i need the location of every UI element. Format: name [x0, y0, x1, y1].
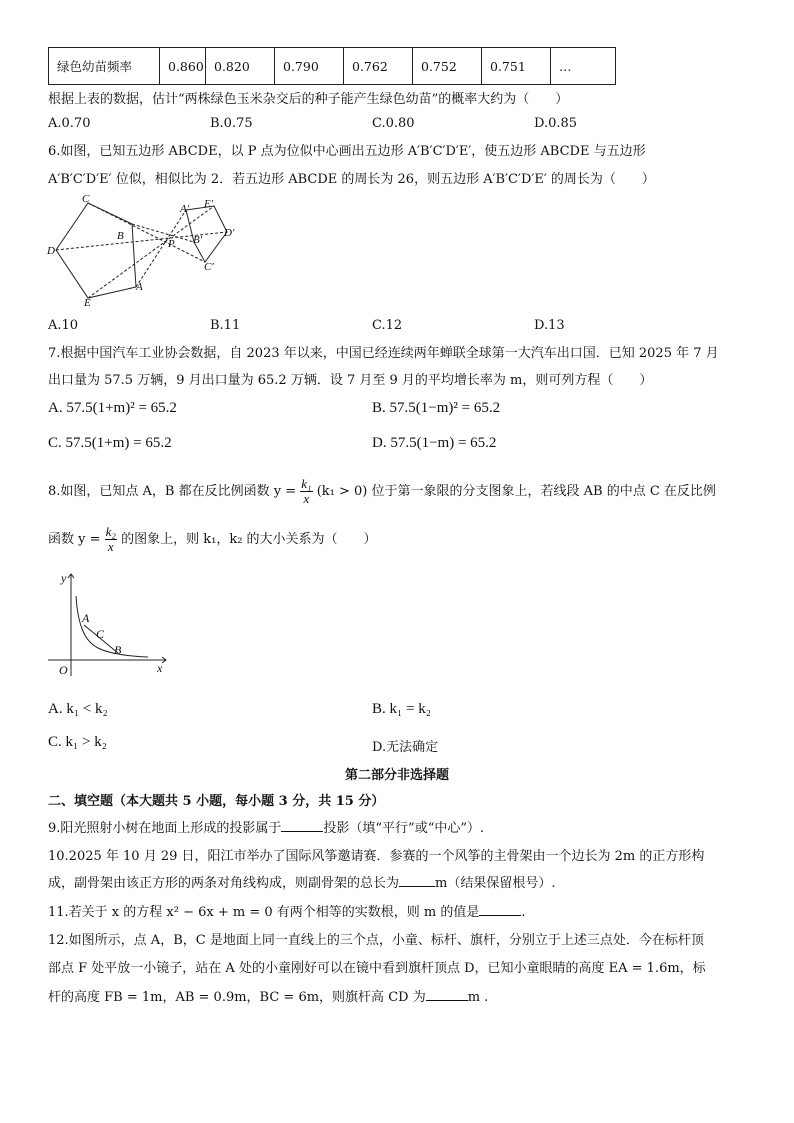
- label-d-prime: D′: [224, 227, 235, 239]
- label-x: x: [157, 661, 163, 675]
- q8-option-c: C. k₁ > k₂: [48, 734, 107, 750]
- fraction-k1-over-x: [300, 477, 312, 506]
- label-a: A: [82, 611, 90, 625]
- q11-line: [48, 901, 525, 920]
- label-c: C: [96, 627, 105, 641]
- ray-b: [132, 224, 194, 242]
- q8-part1: 8.如图，已知点 A，B 都在反比例函数 y =: [48, 484, 297, 499]
- fraction-numerator: k₂: [105, 524, 116, 539]
- q12-line1: 12.如图所示，点 A，B，C 是地面上同一直线上的三个点，小童、标杆、旗杆，分别立于上述三点处．今在标杆顶: [48, 933, 704, 948]
- fraction-denominator: x: [107, 539, 114, 554]
- q12-line3: [48, 986, 488, 1005]
- section-heading: 二、填空题（本大题共 5 小题，每小题 3 分，共 15 分）: [48, 794, 385, 809]
- q8-part2: (k₁ > 0) 位于第一象限的分支图象上，若线段 AB 的中点 C 在反比例: [316, 484, 716, 499]
- pentagon-homothety-figure: [44, 192, 254, 308]
- pentagon-abcde: [56, 203, 136, 298]
- frequency-table: [48, 47, 616, 85]
- q8-option-b: B. k₁ = k₂: [372, 701, 431, 717]
- fraction-numerator: k₁: [301, 476, 312, 491]
- q7-option-a: A. 57.5(1+m)² = 65.2: [48, 400, 177, 416]
- label-e: E: [84, 297, 91, 308]
- q12-line2: 部点 F 处平放一小镜子，站在 A 处的小童刚好可以在镜中看到旗杆顶点 D，已知小童眼睛的高度 EA = 1.6m，标: [48, 961, 706, 976]
- q8-part4: 的图象上，则 k₁，k₂ 的大小关系为（ ）: [121, 532, 377, 547]
- label-a: A: [136, 281, 143, 293]
- label-y: y: [61, 571, 67, 585]
- fraction-denominator: x: [303, 491, 310, 506]
- label-d: D: [47, 245, 55, 257]
- table-cell: 0.860: [160, 48, 206, 85]
- q7-line1: 7.根据中国汽车工业协会数据，自 2023 年以来，中国已经连续两年蝉联全球第一大汽车出口国．已知 2025 年 7 月: [48, 346, 719, 361]
- q12-after: m .: [467, 990, 489, 1005]
- table-cell: 0.751: [482, 48, 551, 85]
- q9-line: [48, 817, 484, 836]
- ray-e: [88, 206, 214, 298]
- q5-option-b: B.0.75: [210, 116, 253, 131]
- q7-option-b: B. 57.5(1−m)² = 65.2: [372, 400, 501, 416]
- q7-option-d: D. 57.5(1−m) = 65.2: [372, 435, 497, 451]
- q5-option-d: D.0.85: [534, 116, 578, 131]
- table-cell: 0.790: [275, 48, 344, 85]
- q6-line2: A′B′C′D′E′ 位似，相似比为 2．若五边形 ABCDE 的周长为 26，则五边形 A′B′C′D′E′ 的周长为（ ）: [48, 172, 655, 187]
- q11-before: 11.若关于 x 的方程 x² − 6x + m = 0 有两个相等的实数根，则 m 的值是: [48, 905, 480, 920]
- q12-before: 杆的高度 FB = 1m，AB = 0.9m，BC = 6m，则旗杆高 CD 为: [48, 990, 426, 1005]
- label-b: B: [114, 643, 122, 657]
- q10-before: 成，副骨架由该正方形的两条对角线构成，则副骨架的总长为: [48, 876, 400, 891]
- table-row: [49, 48, 616, 85]
- q10-after: m（结果保留根号）.: [435, 876, 556, 891]
- label-e-prime: E′: [204, 198, 214, 210]
- q8-line1: [48, 477, 716, 507]
- label-b: B: [117, 230, 124, 242]
- answer-blank[interactable]: [281, 819, 323, 832]
- q9-after: 投影（填“平行”或“中心”）.: [323, 821, 485, 836]
- answer-blank[interactable]: [479, 903, 521, 916]
- q10-line2: [48, 872, 555, 891]
- fraction-k2-over-x: [105, 525, 117, 554]
- label-o: O: [59, 663, 68, 677]
- q8-option-a: A. k₁ < k₂: [48, 701, 108, 717]
- label-c: C: [82, 193, 90, 205]
- q6-option-a: A.10: [48, 318, 79, 333]
- q6-option-d: D.13: [534, 318, 565, 333]
- table-cell: 0.762: [344, 48, 413, 85]
- label-b-prime: B′: [193, 234, 203, 246]
- q9-before: 9.阳光照射小树在地面上形成的投影属于: [48, 821, 282, 836]
- q6-option-c: C.12: [372, 318, 403, 333]
- answer-blank[interactable]: [399, 874, 435, 887]
- table-cell: …: [551, 48, 616, 85]
- q6-option-b: B.11: [210, 318, 241, 333]
- q7-option-c: C. 57.5(1+m) = 65.2: [48, 435, 172, 451]
- inverse-function-figure: [44, 568, 174, 680]
- table-cell: 0.820: [206, 48, 275, 85]
- q7-line2: 出口量为 57.5 万辆，9 月出口量为 65.2 万辆．设 7 月至 9 月的平均增长率为 m，则可列方程（ ）: [48, 373, 653, 388]
- q6-line1: 6.如图，已知五边形 ABCDE，以 P 点为位似中心画出五边形 A′B′C′D′E′，使五边形 ABCDE 与五边形: [48, 144, 646, 159]
- q5-stem: 根据上表的数据，估计“两株绿色玉米杂交后的种子能产生绿色幼苗”的概率大约为（ ）: [48, 92, 569, 107]
- q5-option-a: A.0.70: [48, 116, 91, 131]
- section-title: 第二部分非选择题: [344, 768, 449, 783]
- q10-line1: 10.2025 年 10 月 29 日，阳江市举办了国际风筝邀请赛．参赛的一个风筝的主骨架由一个边长为 2m 的正方形构: [48, 849, 705, 864]
- q8-part3: 函数 y =: [48, 532, 101, 547]
- q5-option-c: C.0.80: [372, 116, 415, 131]
- q8-option-d: D.无法确定: [372, 740, 439, 755]
- label-c-prime: C′: [204, 261, 214, 273]
- q11-after: .: [521, 905, 526, 920]
- label-a-prime: A′: [180, 203, 190, 215]
- label-p: P: [168, 238, 175, 250]
- table-row-label: 绿色幼苗频率: [49, 48, 160, 85]
- answer-blank[interactable]: [426, 988, 468, 1001]
- table-cell: 0.752: [413, 48, 482, 85]
- q8-line2: [48, 525, 377, 555]
